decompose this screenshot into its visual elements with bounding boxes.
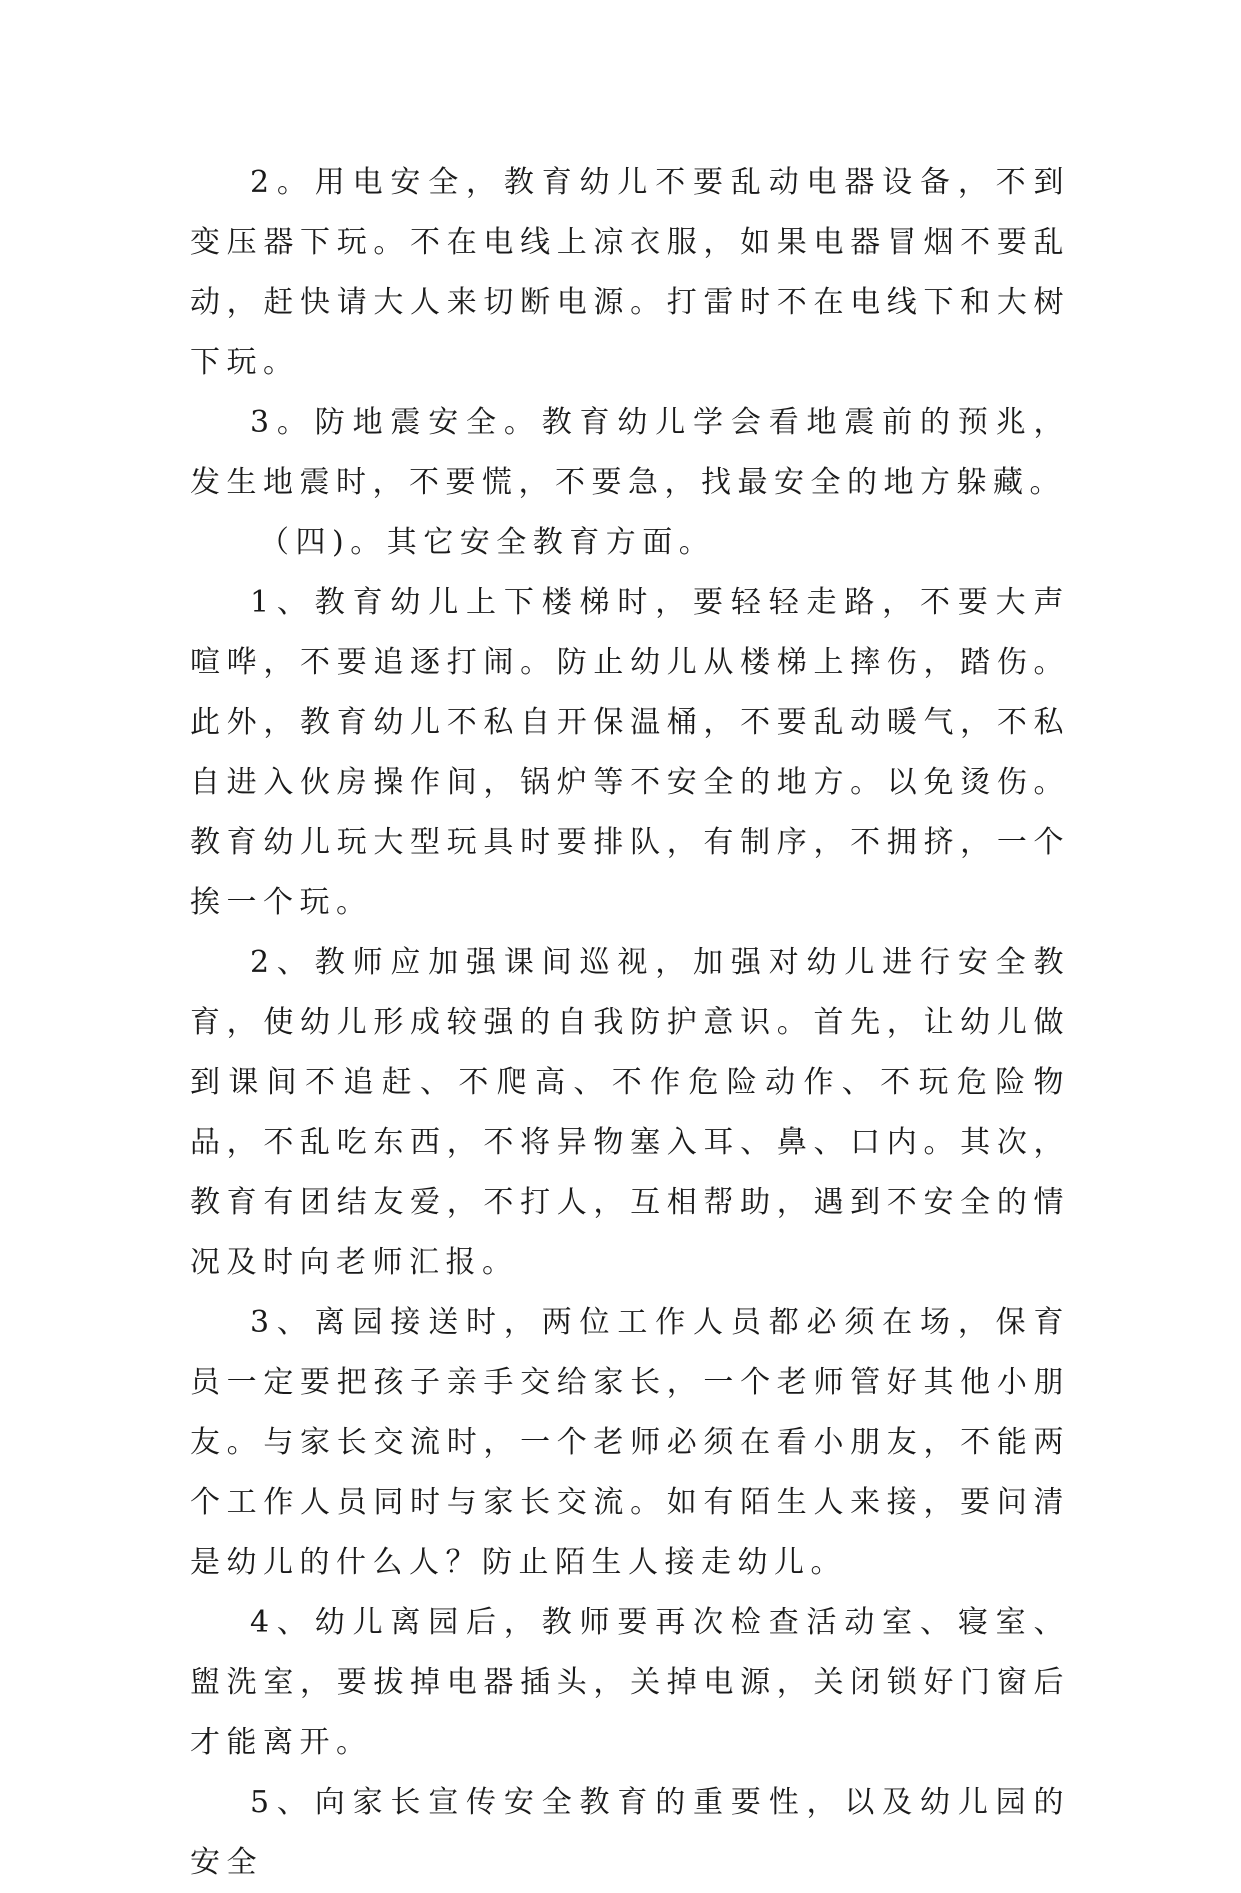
paragraph-class-inspection: 2、教师应加强课间巡视，加强对幼儿进行安全教育，使幼儿形成较强的自我防护意识。首先，让幼儿做到课间不追赶、不爬高、不作危险动作、不玩危险物品，不乱吃东西，不将异物塞入耳、鼻、口内。其次，教育有团结友爱，不打人，互相帮助，遇到不安全的情况及时向老师汇报。 [190,945,1070,1280]
document-body [190,153,1070,1893]
paragraph-after-leaving-check: 4、幼儿离园后，教师要再次检查活动室、寝室、盥洗室，要拔掉电器插头，关掉电源，关闭锁好门窗后才能离开。 [190,1605,1070,1760]
paragraph-electricity-safety: 2。用电安全，教育幼儿不要乱动电器设备，不到变压器下玩。不在电线上凉衣服，如果电器冒烟不要乱动，赶快请大人来切断电源。打雷时不在电线下和大树下玩。 [190,165,1070,380]
section-heading-other-safety: （四)。其它安全教育方面。 [259,525,716,560]
paragraph-pickup-safety: 3、离园接送时，两位工作人员都必须在场，保育员一定要把孩子亲手交给家长，一个老师管好其他小朋友。与家长交流时，一个老师必须在看小朋友，不能两个工作人员同时与家长交流。如有陌生人来接，要问清是幼儿的什么人？防止陌生人接走幼儿。 [190,1305,1070,1580]
paragraph-parent-publicity: 5、向家长宣传安全教育的重要性，以及幼儿园的安全 [190,1785,1070,1880]
paragraph-earthquake-safety: 3。防地震安全。教育幼儿学会看地震前的预兆，发生地震时，不要慌，不要急，找最安全的地方躲藏。 [190,405,1070,500]
paragraph-stairs-safety: 1、教育幼儿上下楼梯时，要轻轻走路，不要大声喧哗，不要追逐打闹。防止幼儿从楼梯上摔伤，踏伤。此外，教育幼儿不私自开保温桶，不要乱动暖气，不私自进入伙房操作间，锅炉等不安全的地方。以免烫伤。教育幼儿玩大型玩具时要排队，有制序，不拥挤，一个挨一个玩。 [190,585,1070,920]
